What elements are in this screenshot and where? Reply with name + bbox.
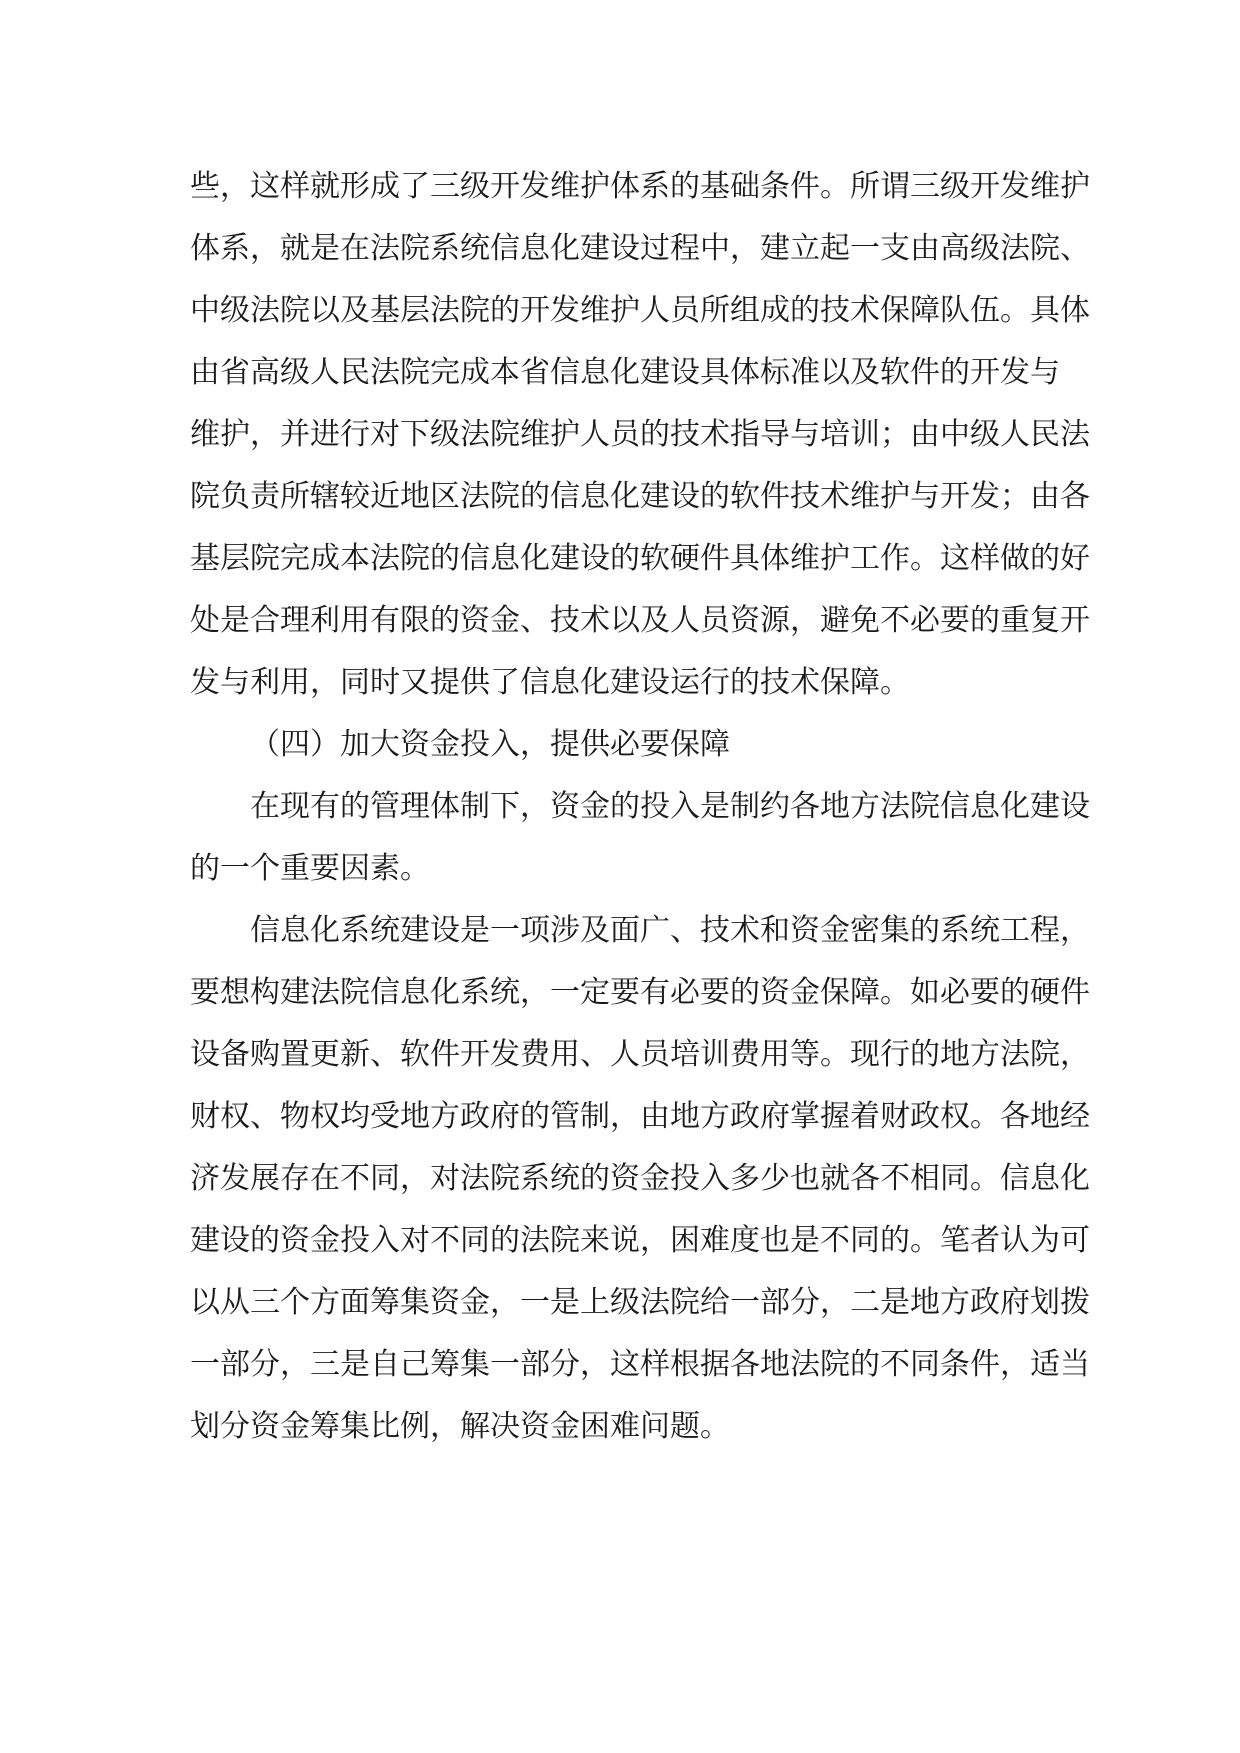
heading-line: （四）加大资金投入，提供必要保障 bbox=[250, 727, 730, 762]
document-body bbox=[190, 156, 1090, 1458]
text-line: 在 现 有 的 管 理 体 制 下 ， 资 金 的 投 入 是 制 约 各 地 方 法 院 信 息 化 建 设 bbox=[250, 789, 1090, 824]
text-line: 以 从 三 个 方 面 筹 集 资 金 ， 一 是 上 级 法 院 给 一 部 分 ， 二 是 地 方 政 府 划 拨 bbox=[190, 1285, 1090, 1320]
paragraph bbox=[190, 776, 1090, 900]
text-line: 处 是 合 理 利 用 有 限 的 资 金 、 技 术 以 及 人 员 资 源 ， 避 免 不 必 要 的 重 复 开 bbox=[190, 603, 1090, 638]
text-line: 维 护 ， 并 进 行 对 下 级 法 院 维 护 人 员 的 技 术 指 导 与 培 训 ； 由 中 级 人 民 法 bbox=[190, 417, 1090, 452]
text-line: 一 部 分 ， 三 是 自 己 筹 集 一 部 分 ， 这 样 根 据 各 地 法 院 的 不 同 条 件 ， 适 当 bbox=[190, 1347, 1090, 1382]
text-line: 建 设 的 资 金 投 入 对 不 同 的 法 院 来 说 ， 困 难 度 也 是 不 同 的 。 笔 者 认 为 可 bbox=[190, 1223, 1090, 1258]
paragraph bbox=[190, 156, 1090, 714]
text-line: 的一个重要因素。 bbox=[190, 851, 430, 886]
text-line: 信 息 化 系 统 建 设 是 一 项 涉 及 面 广 、 技 术 和 资 金 密 集 的 系 统 工 程 ， bbox=[250, 913, 1090, 948]
paragraph bbox=[190, 900, 1090, 1458]
text-line: 由 省 高 级 人 民 法 院 完 成 本 省 信 息 化 建 设 具 体 标 准 以 及 软 件 的 开 发 与 bbox=[190, 355, 1060, 390]
text-line: 划分资金筹集比例，解决资金困难问题。 bbox=[190, 1409, 730, 1444]
text-line: 财 权 、 物 权 均 受 地 方 政 府 的 管 制 ， 由 地 方 政 府 掌 握 着 财 政 权 。 各 地 经 bbox=[190, 1099, 1090, 1134]
text-line: 发与利用，同时又提供了信息化建设运行的技术保障。 bbox=[190, 665, 910, 700]
text-line: 体 系 ， 就 是 在 法 院 系 统 信 息 化 建 设 过 程 中 ， 建 立 起 一 支 由 高 级 法 院 、 bbox=[190, 231, 1090, 266]
text-line: 设 备 购 置 更 新 、 软 件 开 发 费 用 、 人 员 培 训 费 用 等 。 现 行 的 地 方 法 院 ， bbox=[190, 1037, 1090, 1072]
text-line: 基 层 院 完 成 本 法 院 的 信 息 化 建 设 的 软 硬 件 具 体 维 护 工 作 。 这 样 做 的 好 bbox=[190, 541, 1090, 576]
text-line: 院 负 责 所 辖 较 近 地 区 法 院 的 信 息 化 建 设 的 软 件 技 术 维 护 与 开 发 ； 由 各 bbox=[190, 479, 1090, 514]
text-line: 些 ， 这 样 就 形 成 了 三 级 开 发 维 护 体 系 的 基 础 条 件 。 所 谓 三 级 开 发 维 护 bbox=[190, 169, 1090, 204]
text-line: 要 想 构 建 法 院 信 息 化 系 统 ， 一 定 要 有 必 要 的 资 金 保 障 。 如 必 要 的 硬 件 bbox=[190, 975, 1090, 1010]
text-line: 济 发 展 存 在 不 同 ， 对 法 院 系 统 的 资 金 投 入 多 少 也 就 各 不 相 同 。 信 息 化 bbox=[190, 1161, 1090, 1196]
text-line: 中 级 法 院 以 及 基 层 法 院 的 开 发 维 护 人 员 所 组 成 的 技 术 保 障 队 伍 。 具 体 bbox=[190, 293, 1090, 328]
section-heading bbox=[190, 714, 1050, 776]
